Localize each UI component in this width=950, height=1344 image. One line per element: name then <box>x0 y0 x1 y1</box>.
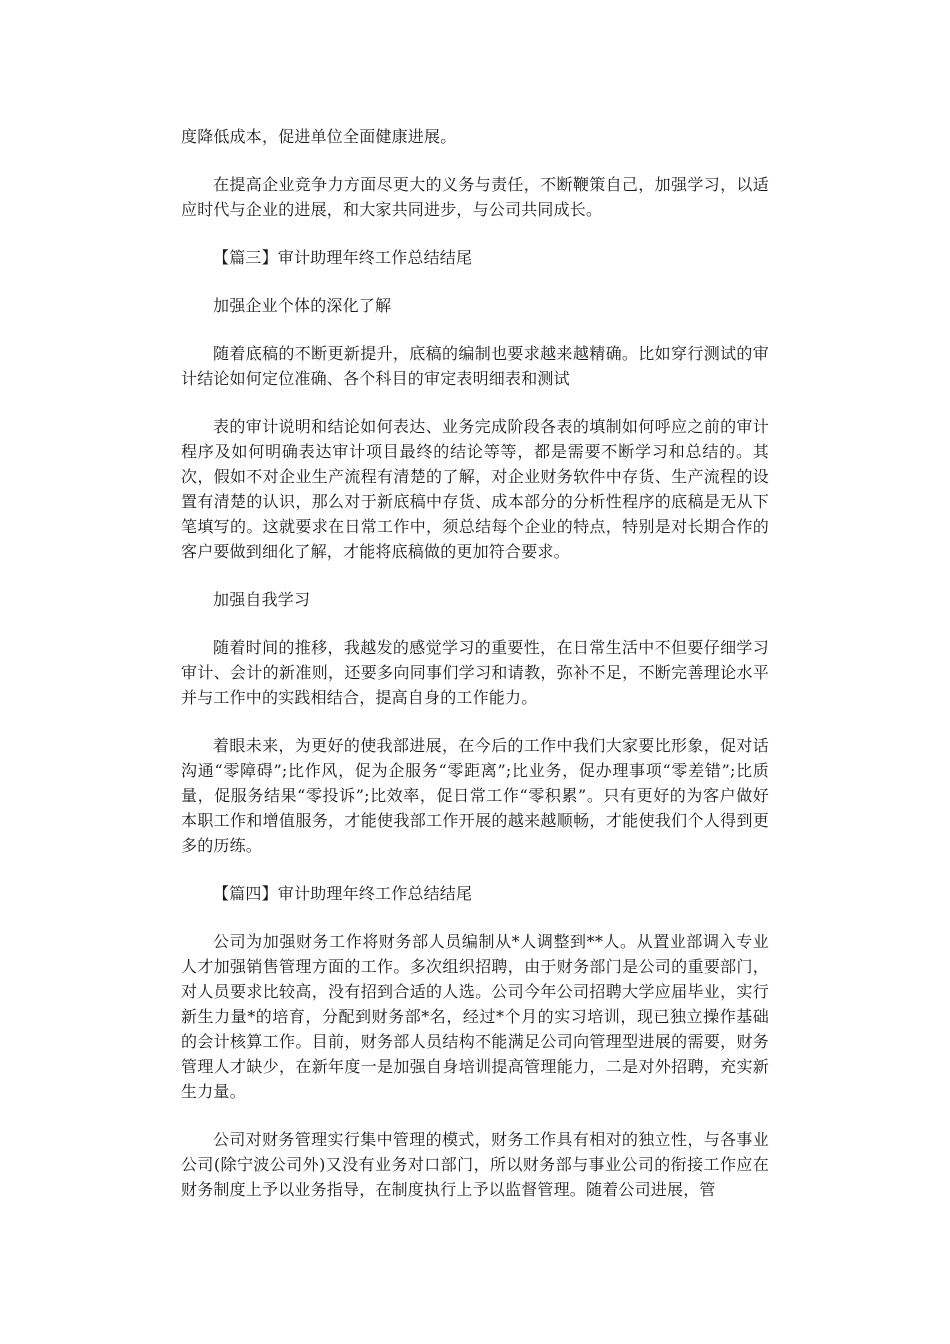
subheading: 加强企业个体的深化了解 <box>213 296 392 315</box>
subheading: 加强自我学习 <box>213 590 311 609</box>
paragraph: 公司为加强财务工作将财务部人员编制从*人调整到**人。从置业部调入专业人才加强销售管理方面的工作。多次组织招聘，由于财务部门是公司的重要部门，对人员要求比较高，没有招到合适的人选。公司今年公司招聘大学应届毕业，实行新生力量*的培育，分配到财务部*名，经过*个月的实习培训，现已独立操作基础的会计核算工作。目前，财务部人员结构不能满足公司向管理型进展的需要，财务管理人才缺少，在新年度一是加强自身培训提高管理能力，二是对外招聘，充实新生力量。 <box>181 932 769 1101</box>
paragraph: 公司对财务管理实行集中管理的模式，财务工作具有相对的独立性，与各事业公司(除宁波公司外)又没有业务对口部门，所以财务部与事业公司的衔接工作应在财务制度上予以业务指导，在制度执行上予以监督管理。随着公司进展，管 <box>181 1130 769 1199</box>
paragraph: 随着底稿的不断更新提升，底稿的编制也要求越来越精确。比如穿行测试的审计结论如何定位准确、各个科目的审定表明细表和测试 <box>181 344 769 388</box>
document-page <box>181 124 769 1225</box>
section-heading: 【篇三】审计助理年终工作总结结尾 <box>213 248 473 267</box>
paragraph: 在提高企业竞争力方面尽更大的义务与责任，不断鞭策自己，加强学习，以适应时代与企业的进展，和大家共同进步，与公司共同成长。 <box>181 175 769 219</box>
paragraph: 度降低成本，促进单位全面健康进展。 <box>181 127 457 146</box>
paragraph: 随着时间的推移，我越发的感觉学习的重要性，在日常生活中不但要仔细学习审计、会计的新准则，还要多向同事们学习和请教，弥补不足，不断完善理论水平并与工作中的实践相结合，提高自身的工作能力。 <box>181 638 769 707</box>
section-heading: 【篇四】审计助理年终工作总结结尾 <box>213 884 473 903</box>
paragraph: 表的审计说明和结论如何表达、业务完成阶段各表的填制如何呼应之前的审计程序及如何明确表达审计项目最终的结论等等，都是需要不断学习和总结的。其次，假如不对企业生产流程有清楚的了解，对企业财务软件中存货、生产流程的设置有清楚的认识，那么对于新底稿中存货、成本部分的分析性程序的底稿是无从下笔填写的。这就要求在日常工作中，须总结每个企业的特点，特别是对长期合作的客户要做到细化了解，才能将底稿做的更加符合要求。 <box>181 417 769 561</box>
paragraph: 着眼未来，为更好的使我部进展，在今后的工作中我们大家要比形象，促对话沟通“零障碍”;比作风，促为企服务“零距离”;比业务，促办理事项“零差错”;比质量，促服务结果“零投诉”;比效率，促日常工作“零积累”。只有更好的为客户做好本职工作和增值服务，才能使我部工作开展的越来越顺畅，才能使我们个人得到更多的历练。 <box>181 736 769 855</box>
